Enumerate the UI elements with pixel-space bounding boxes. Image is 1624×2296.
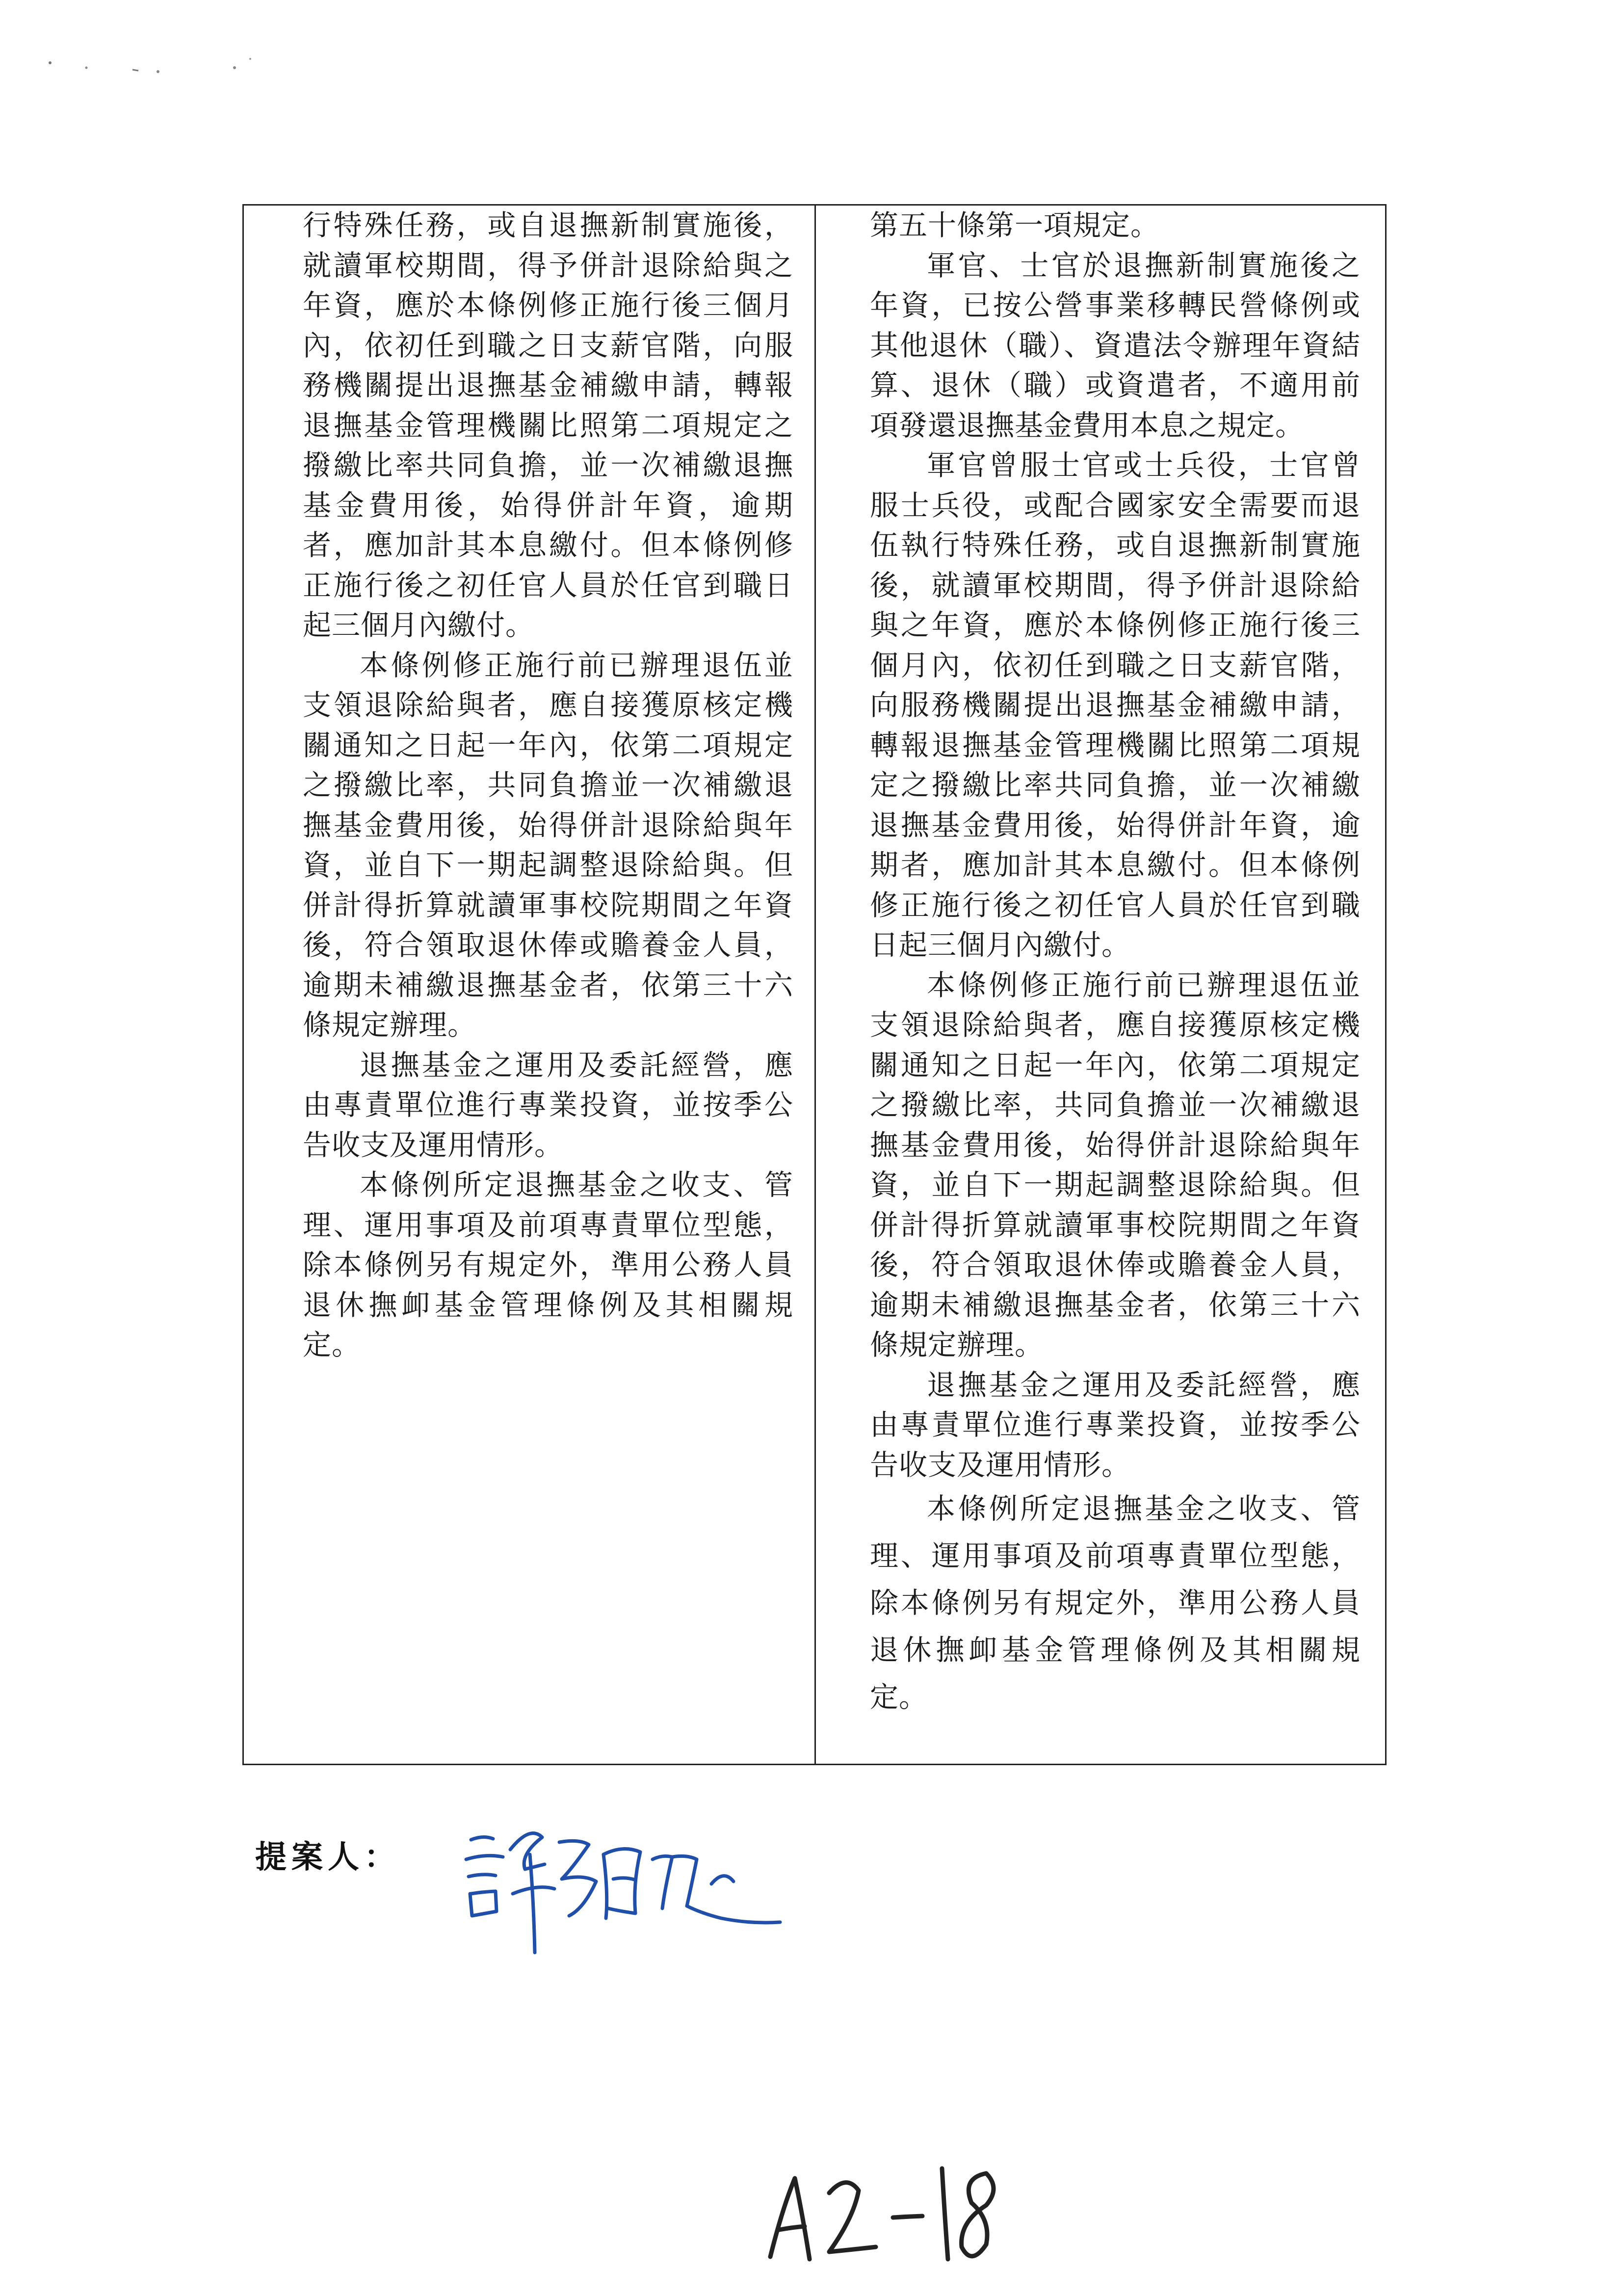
proposer-label: 提案人：	[255, 1839, 400, 1876]
scan-specks	[44, 49, 289, 88]
handwritten-signature	[456, 1796, 829, 1972]
proposer-line	[255, 1830, 400, 1879]
right-column	[870, 206, 1361, 1721]
right-paragraph-4: 本條例修正施行前已辦理退伍並支領退除給與者，應自接獲原核定機關通知之日起一年內，依第二項規定之撥繳比率，共同負擔並一次補繳退撫基金費用後，始得併計退除給與年資，並自下一期起調整退除給與。但併計得折算就讀軍事校院期間之年資後，符合領取退休俸或贍養金人員，逾期未補繳退撫基金者，依第三十六條規定辦理。	[870, 968, 1361, 1361]
left-paragraph-2: 本條例修正施行前已辦理退伍並支領退除給與者，應自接獲原核定機關通知之日起一年內，依第二項規定之撥繳比率，共同負擔並一次補繳退撫基金費用後，始得併計退除給與年資，並自下一期起調整退除給與。但併計得折算就讀軍事校院期間之年資後，符合領取退休俸或贍養金人員，逾期未補繳退撫基金者，依第三十六條規定辦理。	[303, 648, 793, 1042]
right-paragraph-6: 本條例所定退撫基金之收支、管理、運用事項及前項專責單位型態，除本條例另有規定外，準用公務人員退休撫卹基金管理條例及其相關規定。	[870, 1492, 1361, 1714]
left-paragraph-3: 退撫基金之運用及委託經營，應由專責單位進行專業投資，並按季公告收支及運用情形。	[303, 1048, 793, 1162]
column-divider	[814, 206, 816, 1764]
right-paragraph-5: 退撫基金之運用及委託經營，應由專責單位進行專業投資，並按季公告收支及運用情形。	[870, 1368, 1361, 1482]
left-paragraph-1: 行特殊任務，或自退撫新制實施後，就讀軍校期間，得予併計退除給與之年資，應於本條例修正施行後三個月內，依初任到職之日支薪官階，向服務機關提出退撫基金補繳申請，轉報退撫基金管理機關比照第二項規定之撥繳比率共同負擔，並一次補繳退撫基金費用後，始得併計年資，逾期者，應加計其本息繳付。但本條例修正施行後之初任官人員於任官到職日起三個月內繳付。	[303, 209, 793, 642]
amendment-table	[242, 204, 1387, 1765]
right-paragraph-3: 軍官曾服士官或士兵役，士官曾服士兵役，或配合國家安全需要而退伍執行特殊任務，或自退撫新制實施後，就讀軍校期間，得予併計退除給與之年資，應於本條例修正施行後三個月內，依初任到職之日支薪官階，向服務機關提出退撫基金補繳申請，轉報退撫基金管理機關比照第二項規定之撥繳比率共同負擔，並一次補繳退撫基金費用後，始得併計年資，逾期者，應加計其本息繳付。但本條例修正施行後之初任官人員於任官到職日起三個月內繳付。	[870, 448, 1361, 962]
left-column	[303, 206, 793, 1365]
handwritten-page-code	[756, 2149, 1030, 2276]
right-paragraph-1: 第五十條第一項規定。	[870, 209, 1160, 242]
left-paragraph-4: 本條例所定退撫基金之收支、管理、運用事項及前項專責單位型態，除本條例另有規定外，準用公務人員退休撫卹基金管理條例及其相關規定。	[303, 1168, 793, 1361]
right-paragraph-2: 軍官、士官於退撫新制實施後之年資，已按公營事業移轉民營條例或其他退休（職）、資遣法令辦理年資結算、退休（職）或資遣者，不適用前項發還退撫基金費用本息之規定。	[870, 248, 1361, 442]
